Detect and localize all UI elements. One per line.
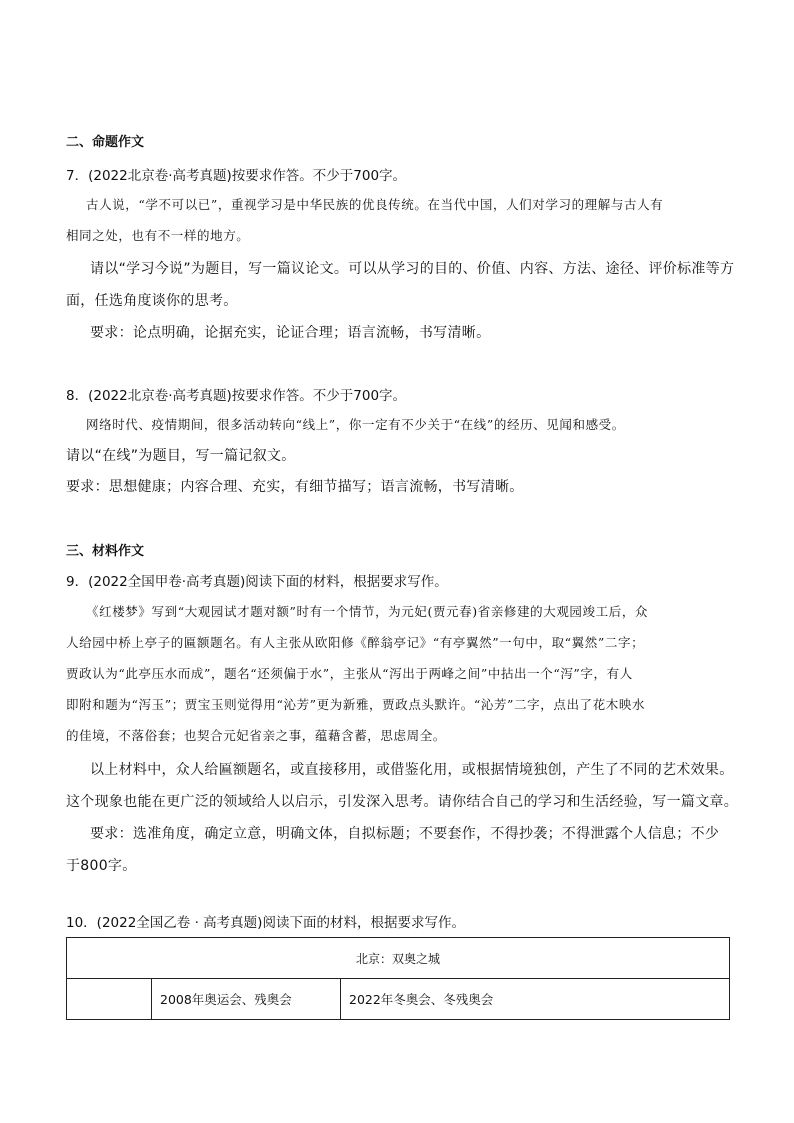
section-title-material-essay: 三、材料作文: [66, 544, 145, 559]
question-7-prompt-line: 请以“学习今说”为题目，写一篇议论文。可以从学习的目的、价值、内容、方法、途径、评价标准等方: [90, 261, 735, 277]
table-caption-cell: 北京：双奥之城: [67, 938, 730, 979]
question-9-material-line: 贾政认为“此亭压水而成”，题名“还须偏于水”，主张从“泻出于两峰之间”中拈出一个“泻”字，有人: [66, 666, 633, 681]
question-8-prompt: 请以“在线”为题目，写一篇记叙文。: [66, 448, 296, 464]
question-10-table: [66, 937, 730, 1020]
table-cell: 2022年冬奥会、冬残奥会: [341, 979, 730, 1020]
section-title-proposition-essay: 二、命题作文: [66, 135, 145, 150]
table-row: [67, 938, 730, 979]
question-9-requirement-line: 于800字。: [66, 858, 137, 874]
question-7-material-line: 古人说，“学不可以已”，重视学习是中华民族的优良传统。在当代中国，人们对学习的理解与古人有: [86, 197, 664, 212]
question-8-requirement: 要求：思想健康；内容合理、充实，有细节描写；语言流畅，书写清晰。: [66, 479, 524, 495]
question-7-prompt-line: 面，任选角度谈你的思考。: [66, 293, 238, 309]
question-9-prompt-line: 以上材料中，众人给匾额题名，或直接移用，或借鉴化用，或根据情境独创，产生了不同的艺术效果。: [90, 762, 734, 778]
question-7-requirement: 要求：论点明确，论据充实，论证合理；语言流畅，书写清晰。: [90, 325, 491, 341]
question-8-material: 网络时代、疫情期间，很多活动转向“线上”，你一定有不少关于“在线”的经历、见闻和感受。: [86, 417, 625, 432]
table-row: [67, 979, 730, 1020]
question-8-heading: 8．(2022北京卷·高考真题)按要求作答。不少于700字。: [66, 388, 407, 404]
question-9-material-line: 人给园中桥上亭子的匾额题名。有人主张从欧阳修《醉翁亭记》“有亭翼然”一句中，取“翼然”二字；: [66, 635, 645, 650]
question-9-material-line: 的佳境，不落俗套；也契合元妃省亲之事，蕴藉含蓄，思虑周全。: [66, 728, 446, 743]
question-10-heading: 10．(2022全国乙卷 · 高考真题)阅读下面的材料，根据要求写作。: [66, 915, 465, 931]
table-cell: [67, 979, 152, 1020]
table-cell: 2008年奥运会、残奥会: [152, 979, 341, 1020]
question-9-material-line: 《红楼梦》写到“大观园试才题对额”时有一个情节，为元妃(贾元春)省亲修建的大观园竣工后，众: [86, 604, 649, 619]
question-9-prompt-line: 这个现象也能在更广泛的领域给人以启示，引发深入思考。请你结合自己的学习和生活经验，写一篇文章。: [66, 794, 739, 810]
question-9-material-line: 即附和题为“泻玉”；贾宝玉则觉得用“沁芳”更为新雅，贾政点头默许。“沁芳”二字，点出了花木映水: [66, 697, 646, 712]
question-7-heading: 7．(2022北京卷·高考真题)按要求作答。不少于700字。: [66, 168, 407, 184]
question-9-requirement-line: 要求：选准角度，确定立意，明确文体，自拟标题；不要套作，不得抄袭；不得泄露个人信息；不少: [90, 826, 720, 842]
question-9-heading: 9．(2022全国甲卷·高考真题)阅读下面的材料，根据要求写作。: [66, 574, 448, 590]
question-7-material-line: 相同之处，也有不一样的地方。: [66, 228, 250, 243]
